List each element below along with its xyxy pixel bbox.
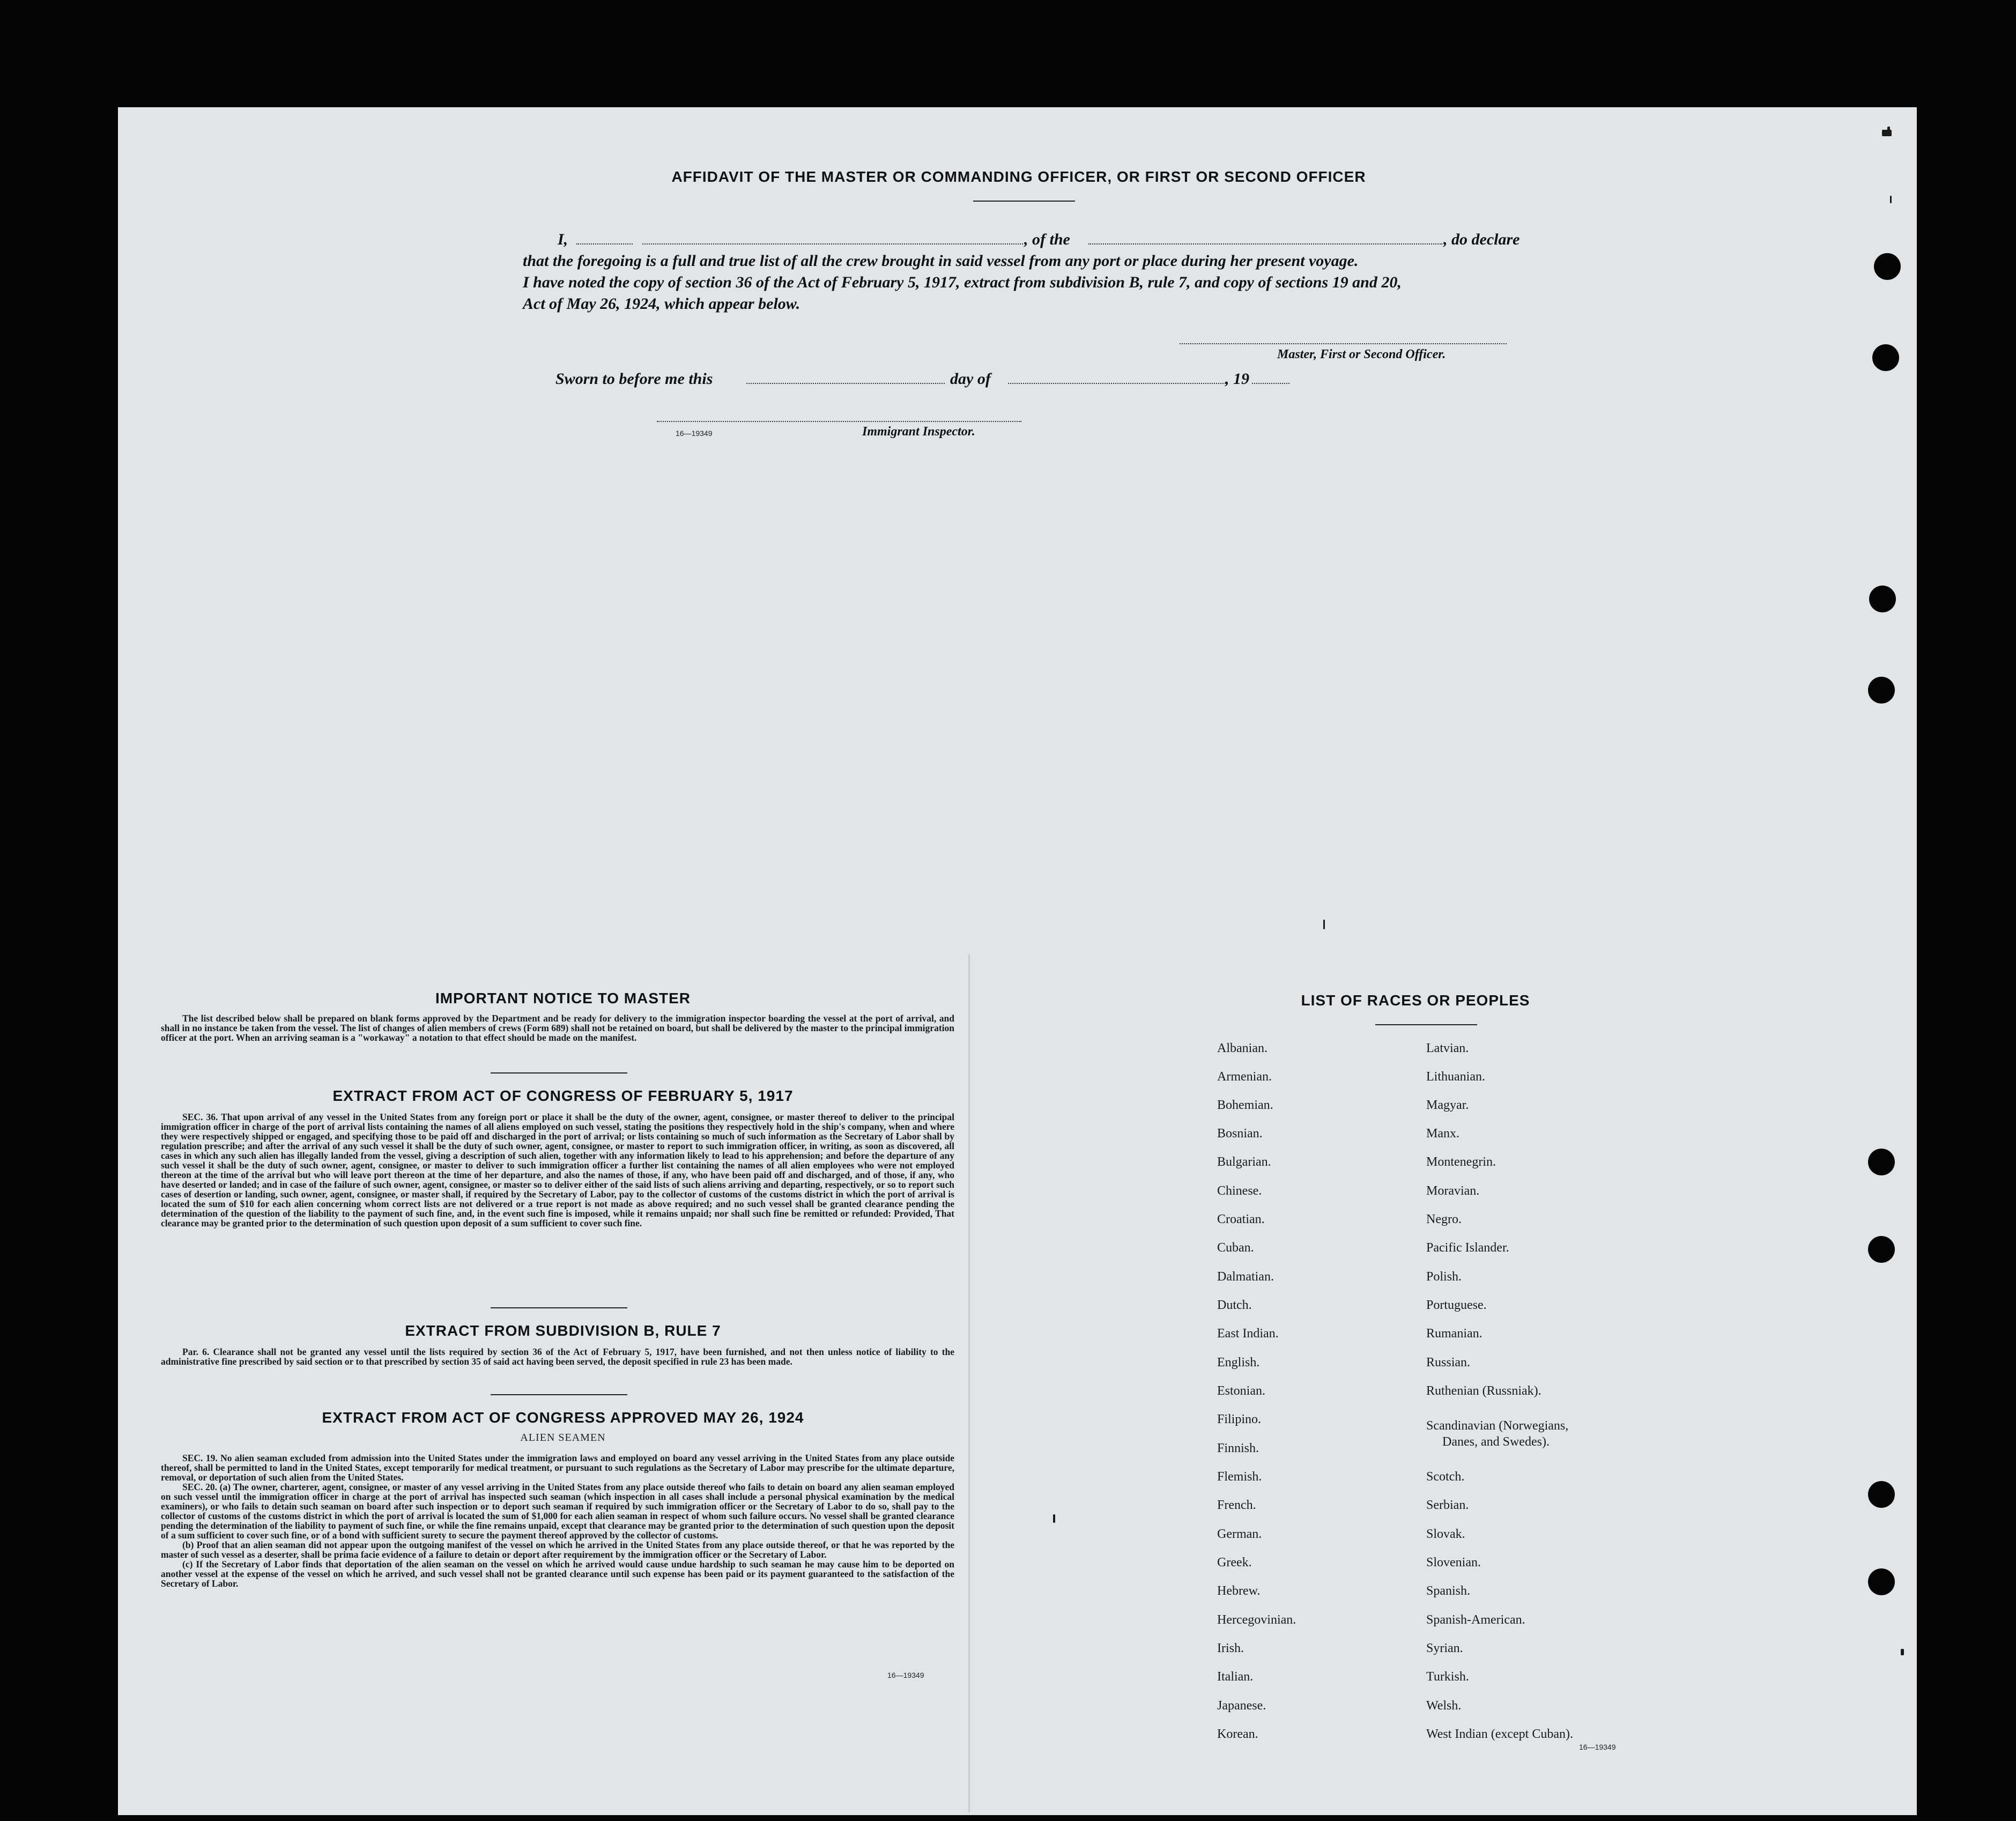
race-item: Greek. bbox=[1217, 1556, 1252, 1570]
section-rule bbox=[491, 1394, 627, 1395]
race-item: Korean. bbox=[1217, 1727, 1258, 1741]
race-item: Rumanian. bbox=[1426, 1327, 1483, 1341]
race-item: Pacific Islander. bbox=[1426, 1241, 1509, 1255]
race-item: Bosnian. bbox=[1217, 1127, 1263, 1141]
month-blank[interactable] bbox=[1008, 383, 1228, 384]
notice-text bbox=[161, 1013, 954, 1042]
extract-1924-title: EXTRACT FROM ACT OF CONGRESS APPROVED MAY 26, 1924 bbox=[322, 1409, 804, 1426]
notice-paragraph: The list described below shall be prepared on blank forms approved by the Department and be ready for delivery to the immigration inspector boarding the vessel at the port of arrival, and shall in no instance be taken from the vessel. The list of changes of alien members of crews (Form 689) shall not be retained on board, but shall be delivered by the master to the principal immigration officer at the port. When an arriving seaman is a "workaway" a notation to that effect should be made on the manifest. bbox=[161, 1013, 954, 1043]
subdivision-b-title: EXTRACT FROM SUBDIVISION B, RULE 7 bbox=[405, 1322, 721, 1339]
subdivision-b-text bbox=[161, 1347, 954, 1366]
race-item: Scotch. bbox=[1426, 1470, 1465, 1484]
binder-hole bbox=[1868, 1236, 1895, 1263]
race-item: Manx. bbox=[1426, 1127, 1459, 1141]
race-item: Montenegrin. bbox=[1426, 1155, 1496, 1169]
binder-hole bbox=[1868, 677, 1895, 704]
race-item: Hercegovinian. bbox=[1217, 1613, 1296, 1627]
race-item: Bohemian. bbox=[1217, 1098, 1273, 1112]
affidavit-of-the: , of the bbox=[1024, 231, 1070, 248]
affidavit-i: I, bbox=[558, 231, 568, 248]
race-item: Dutch. bbox=[1217, 1298, 1252, 1312]
race-item: Syrian. bbox=[1426, 1641, 1463, 1655]
race-item: Filipino. bbox=[1217, 1412, 1262, 1426]
race-item: Bulgarian. bbox=[1217, 1155, 1271, 1169]
binder-hole bbox=[1868, 1568, 1895, 1595]
extract-1924-text bbox=[161, 1453, 954, 1588]
sec-20c-paragraph: (c) If the Secretary of Labor finds that deportation of the alien seaman on the vessel on which he arrived would cause undue hardship to such seaman he may cause him to be deported on another vessel at the expense of the vessel on which he arrived, and such vessel shall not be granted clearance until such expense has been paid or its payment guaranteed to the satisfaction of the Secretary of Labor. bbox=[161, 1559, 954, 1589]
binder-hole bbox=[1868, 1481, 1895, 1508]
sec-20a-paragraph: SEC. 20. (a) The owner, charterer, agent, consignee, or master of any vessel arriving in the United States from any place outside thereof who fails to detain on board any alien seaman employed on such vessel until the immigration officer in charge at the port of arrival has inspected such seaman (which inspection in all cases shall include a personal physical examination by the medical examiners), or who fails to detain such seaman on board after such inspection or to deport such seaman if required by such immigration officer or the Secretary of Labor to do so, shall pay to the collector of customs of the customs district in which the port of arrival is located the sum of $1,000 for each alien seaman in respect of whom such failure occurs. No vessel shall be granted clearance pending the determination of the liability to payment of such fine, or while the fine remains unpaid, except that clearance may be granted prior to the determination of such question upon the deposit of a sum sufficient to cover such fine, or of a bond with sufficient surety to secure the payment thereof approved by the collector of customs. bbox=[161, 1482, 954, 1541]
inspector-signature-blank[interactable] bbox=[657, 421, 1021, 422]
race-item: Estonian. bbox=[1217, 1384, 1265, 1398]
inspector-label: Immigrant Inspector. bbox=[862, 425, 975, 439]
form-number: 16—19349 bbox=[676, 429, 713, 438]
race-item: Chinese. bbox=[1217, 1184, 1262, 1198]
race-item: Cuban. bbox=[1217, 1241, 1254, 1255]
binder-hole bbox=[1872, 344, 1899, 371]
races-title: LIST OF RACES OR PEOPLES bbox=[1301, 992, 1530, 1009]
affidavit-line-2: that the foregoing is a full and true list of all the crew brought in said vessel from any port or place during her present voyage. bbox=[523, 252, 1359, 270]
section-rule bbox=[491, 1072, 627, 1074]
title-rule bbox=[973, 201, 1075, 202]
year-text: , 19 bbox=[1225, 370, 1249, 388]
race-item: German. bbox=[1217, 1527, 1262, 1541]
race-item: Flemish. bbox=[1217, 1470, 1262, 1484]
ink-mark bbox=[1887, 127, 1890, 134]
affidavit-line-4: Act of May 26, 1924, which appear below. bbox=[523, 295, 801, 313]
race-item: French. bbox=[1217, 1498, 1256, 1512]
sec-19-paragraph: SEC. 19. No alien seaman excluded from admission into the United States under the immigration laws and employed on board any vessel arriving in the United States from any place outside thereof, shall be permitted to land in the United States, except temporarily for medical treatment, or pursuant to such regulations as the Secretary of Labor may prescribe for the ultimate departure, removal, or deportation of such alien from the United States. bbox=[161, 1453, 954, 1483]
race-item: Turkish. bbox=[1426, 1670, 1469, 1684]
form-number: 16—19349 bbox=[887, 1671, 924, 1679]
sworn-date-blank[interactable] bbox=[746, 383, 945, 384]
race-item: Armenian. bbox=[1217, 1070, 1272, 1084]
race-item: Irish. bbox=[1217, 1641, 1244, 1655]
signature-blank[interactable] bbox=[1180, 343, 1507, 344]
sec-20b-paragraph: (b) Proof that an alien seaman did not appear upon the outgoing manifest of the vessel on which he arrived in the United States from any place outside thereof, or that he was reported by the master of such vessel as a deserter, shall be prima facie evidence of a failure to detain or deport after requirement by the immigration officer or the Secretary of Labor. bbox=[161, 1539, 954, 1560]
race-item: Moravian. bbox=[1426, 1184, 1480, 1198]
race-item: Dalmatian. bbox=[1217, 1270, 1274, 1284]
race-item: Portuguese. bbox=[1426, 1298, 1487, 1312]
day-of-text: day of bbox=[950, 370, 991, 388]
race-item: Croatian. bbox=[1217, 1212, 1265, 1226]
alien-seamen-subtitle: ALIEN SEAMEN bbox=[520, 1432, 606, 1444]
race-item: Negro. bbox=[1426, 1212, 1462, 1226]
races-title-rule bbox=[1375, 1024, 1477, 1025]
race-item: Slovenian. bbox=[1426, 1556, 1481, 1570]
section-rule bbox=[491, 1307, 627, 1308]
form-number: 16—19349 bbox=[1579, 1743, 1616, 1751]
binder-hole bbox=[1874, 253, 1901, 280]
signature-label: Master, First or Second Officer. bbox=[1277, 347, 1446, 361]
race-item: Spanish-American. bbox=[1426, 1613, 1525, 1627]
name-blank[interactable] bbox=[576, 243, 633, 245]
ink-mark bbox=[1882, 130, 1892, 136]
binder-hole bbox=[1869, 586, 1896, 612]
race-item: East Indian. bbox=[1217, 1327, 1279, 1341]
binder-hole bbox=[1868, 1149, 1895, 1175]
affidavit-line-3: I have noted the copy of section 36 of the Act of February 5, 1917, extract from subdivision B, rule 7, and copy of sections 19 and 20, bbox=[523, 273, 1402, 291]
race-item: Slovak. bbox=[1426, 1527, 1465, 1541]
fold-line bbox=[968, 954, 970, 1812]
ink-mark bbox=[1323, 920, 1325, 929]
notice-title: IMPORTANT NOTICE TO MASTER bbox=[435, 990, 691, 1006]
race-item: West Indian (except Cuban). bbox=[1426, 1727, 1573, 1741]
race-item: Danes, and Swedes). bbox=[1442, 1435, 1550, 1449]
race-item: Magyar. bbox=[1426, 1098, 1469, 1112]
race-item: Polish. bbox=[1426, 1270, 1462, 1284]
affidavit-title: AFFIDAVIT OF THE MASTER OR COMMANDING OFFICER, OR FIRST OR SECOND OFFICER bbox=[671, 168, 1366, 185]
ink-mark bbox=[1901, 1649, 1904, 1655]
ink-mark bbox=[1890, 196, 1892, 203]
race-item: Spanish. bbox=[1426, 1584, 1471, 1598]
race-item: Ruthenian (Russniak). bbox=[1426, 1384, 1541, 1398]
sworn-text: Sworn to before me this bbox=[555, 370, 713, 388]
vessel-blank[interactable] bbox=[1088, 243, 1442, 245]
race-item: Welsh. bbox=[1426, 1699, 1462, 1713]
extract-1917-title: EXTRACT FROM ACT OF CONGRESS OF FEBRUARY 5, 1917 bbox=[332, 1087, 794, 1104]
race-item: Scandinavian (Norwegians, bbox=[1426, 1419, 1569, 1433]
affidavit-declare: , do declare bbox=[1443, 231, 1520, 248]
race-item: Japanese. bbox=[1217, 1699, 1266, 1713]
race-item: English. bbox=[1217, 1356, 1260, 1370]
race-item: Serbian. bbox=[1426, 1498, 1469, 1512]
race-item: Finnish. bbox=[1217, 1441, 1259, 1455]
year-blank[interactable] bbox=[1252, 383, 1289, 384]
sec-36-paragraph: SEC. 36. That upon arrival of any vessel in the United States from any foreign port or place it shall be the duty of the owner, agent, consignee, or master thereof to deliver to the principal immigration officer in charge of the port of arrival lists containing the names of all aliens employed on such vessel, stating the positions they respectively hold in the ship's company, when and where they were respectively shipped or engaged, and specifying those to be paid off and discharged in the port of arrival; or lists containing so much of such information as the Secretary of Labor shall by regulation prescribe; and after the arrival of any such vessel it shall be the duty of such owner, agent, consignee, or master to report to such immigration officer, in writing, as soon as discovered, all cases in which any such alien has illegally landed from the vessel, giving a description of such alien, together with any information likely to lead to his apprehension; and before the departure of any such vessel it shall be the duty of such owner, agent, consignee, or master to deliver to such immigration officer a further list containing the names of all alien employees who were not employed thereon at the time of the arrival but who will leave port thereon at the time of her departure, and also the names of those, if any, who have been paid off and discharged, and of those, if any, who have deserted or landed; and in case of the failure of such owner, agent, consignee, or master so to deliver either of the said lists of such aliens arriving and departing, respectively, or so to report such cases of desertion or landing, such owner, agent, consignee, or master shall, if required by the Secretary of Labor, pay to the collector of customs of the customs district in which the port of arrival is located the sum of $10 for each alien concerning whom correct lists are not delivered or a true report is not made as above required; and no such vessel shall be granted clearance pending the determination of the question of the liability to the payment of such fine, and, in the event such fine is imposed, while it remains unpaid; nor shall such fine be remitted or refunded: Provided, That clearance may be granted prior to the determination of such question upon deposit of a sum sufficient to cover such fine. bbox=[161, 1112, 954, 1228]
ink-mark bbox=[1053, 1514, 1055, 1523]
race-item: Lithuanian. bbox=[1426, 1070, 1485, 1084]
race-item: Russian. bbox=[1426, 1356, 1471, 1370]
race-item: Italian. bbox=[1217, 1670, 1254, 1684]
name-blank[interactable] bbox=[642, 243, 1023, 245]
extract-1917-text bbox=[161, 1112, 954, 1228]
race-item: Hebrew. bbox=[1217, 1584, 1261, 1598]
race-item: Albanian. bbox=[1217, 1041, 1268, 1055]
par-6-paragraph: Par. 6. Clearance shall not be granted any vessel until the lists required by section 36 of the Act of February 5, 1917, have been furnished, and not then unless notice of liability to the administrative fine prescribed by said section or to that prescribed by section 35 of said act having been served, the deposit specified in rule 23 has been made. bbox=[161, 1346, 954, 1367]
race-item: Latvian. bbox=[1426, 1041, 1469, 1055]
